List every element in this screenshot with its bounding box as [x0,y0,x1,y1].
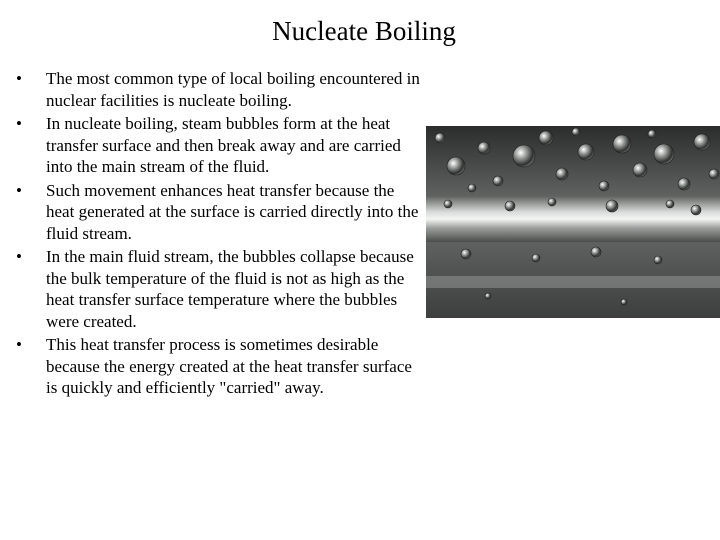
bullet-text: The most common type of local boiling encountered in nuclear facilities is nucleate boiling. [46,69,420,110]
bullet-dot: • [16,247,22,266]
boiling-bubbles-photo [426,126,720,318]
bullet-text: In nucleate boiling, steam bubbles form at the heat transfer surface and then break away and are carried into the main stream of the fluid. [46,114,401,176]
bullet-list [16,68,420,401]
bullet-item [16,334,420,399]
bullet-text: In the main fluid stream, the bubbles collapse because the bulk temperature of the fluid is not as high as the heat transfer surface temperature where the bubbles were created. [46,247,414,331]
bullet-text: This heat transfer process is sometimes desirable because the energy created at the heat transfer surface is quickly and efficiently "carried" away. [46,335,412,397]
bullet-item [16,180,420,245]
bullet-dot: • [16,69,22,88]
bullet-item [16,113,420,178]
bullet-dot: • [16,335,22,354]
bullet-item [16,68,420,111]
bullet-text: Such movement enhances heat transfer because the heat generated at the surface is carried directly into the fluid stream. [46,180,419,243]
bullet-item [16,246,420,332]
bullet-dot: • [16,114,22,133]
bubbles-illustration [426,126,720,318]
slide-title: Nucleate Boiling [272,16,456,46]
bullet-dot: • [16,180,22,200]
